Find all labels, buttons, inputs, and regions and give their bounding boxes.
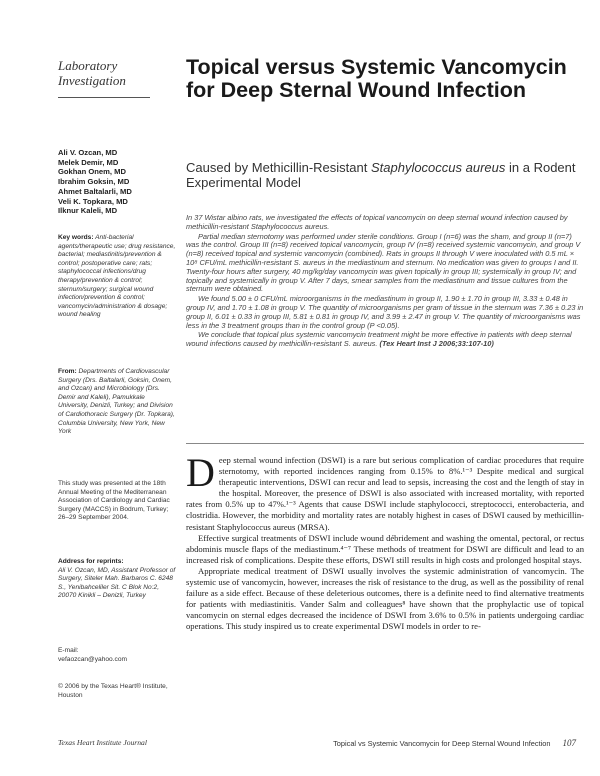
author: Melek Demir, MD — [58, 157, 119, 167]
reprints-label: Address for reprints: — [58, 558, 124, 565]
email-label: E-mail: — [58, 647, 79, 654]
reprints-address: Ali V. Ozcan, MD, Assistant Professor of Surgery, Siteler Mah. Barbaros C. 6248 S., Yenibahceliler Sit. C Blok No:2, 20070 Kinikli – Denizli, Turkey — [58, 566, 176, 600]
citation: (Tex Heart Inst J 2006;33:107-10) — [379, 339, 494, 349]
article-title: Topical versus Systemic Vancomycin for Deep Sternal Wound Infection — [186, 55, 567, 102]
page-number: 107 — [562, 738, 576, 748]
author: Ilknur Kaleli, MD — [58, 206, 118, 216]
body-paragraph-text: eep sternal wound infection (DSWI) is a rare but serious complication of cardiac procedures that require sternotomy, with reported incidences ranging from 0.15% to 8%.¹⁻³ Despite medical and surgical therapeutic interventions, DSWI can recur and lead to sepsis, increasing the cost and the length of stay in the hospital. Moreover, the presence of DSWI is also associated with increased mortality, with reported rates from 0.5% up to 47%.¹⁻³ Agents that cause DSWI include staphylococci, streptococci, enterobacteria, and clostridia. However, the morbidity and mortality rates are notably highest in cases of DSWI caused by methicillin-resistant Staphylococcus aureus (MRSA). — [186, 455, 584, 532]
abstract — [186, 214, 584, 349]
affiliation-block — [58, 368, 176, 437]
abstract-paragraph: We found 5.00 ± 0 CFU/mL microorganisms in the mediastinum in group II, 1.90 ± 1.70 in group III, 3.33 ± 0.48 in group IV, and 1.70 ± 1.08 in group V. The quantity of microorganisms per gram of tissue in the sternum was 7.36 ± 0.23 in group II, 6.01 ± 0.33 in group III, 5.81 ± 0.81 in group IV, and 3.99 ± 2.47 in group V. The quantity of microorganisms was less in the 3 treatment groups than in the control group (P <0.05). — [186, 294, 584, 330]
from-label: From: — [58, 368, 77, 375]
email-address[interactable]: vefaozcan@yahoo.com — [58, 655, 128, 663]
subtitle-prefix: Caused by Methicillin-Resistant — [186, 160, 371, 175]
subtitle-suffix: in a Rodent Experimental Model — [186, 160, 576, 191]
email-block — [58, 647, 176, 664]
drop-cap: D — [186, 450, 215, 495]
abstract-divider — [186, 443, 584, 444]
subtitle-species: Staphylococcus aureus — [370, 160, 506, 175]
author: Gokhan Onem, MD — [58, 167, 126, 177]
reprints-block — [58, 558, 176, 601]
article-body — [186, 450, 584, 633]
presentation-note: This study was presented at the 18th Annual Meeting of the Mediterranean Association of Cardiology and Cardiac Surgery (MACCS) in Bodrum, Turkey; 26–29 September 2004. — [58, 480, 170, 522]
section-label — [58, 58, 168, 88]
affiliation-text: Departments of Cardiovascular Surgery (Drs. Baltalarli, Goksin, Onem, and Ozcan) and Microbiology (Drs. Demir and Kaleli), Pamukkale University, Denizli, Turkey; and Division of Cardiothoracic Surgery (Dr. Topkara), Columbia University, New York, New York — [58, 368, 175, 436]
running-footer — [260, 738, 576, 748]
author-list — [58, 148, 173, 216]
abstract-conclusion — [186, 331, 584, 349]
body-paragraph — [186, 450, 584, 533]
author: Ibrahim Goksin, MD — [58, 177, 130, 187]
abstract-conclusion-text: We conclude that topical plus systemic vancomycin treatment might be more effective in patients with deep sternal wound infections caused by methicillin-resistant S. aureus. — [186, 330, 572, 349]
running-title: Topical vs Systemic Vancomycin for Deep Sternal Wound Infection — [333, 739, 551, 748]
author: Ali V. Ozcan, MD — [58, 148, 118, 157]
body-paragraph: Appropriate medical treatment of DSWI usually involves the systemic administration of vancomycin. The systemic use of vancomycin, however, increases the risk of resistance to the drug, as well as the possibility of renal failure as a side effect. Because of these deleterious outcomes, there is a definite need to find alternative treatments for patients with mediastinitis. Vander Salm and colleagues⁸ have shown that the prophylactic use of topical vancomycin on sternal edges decreased the incidence of DSWI from 3.6% to 0.5% in patients undergoing cardiac operations. This study inspired us to create experimental DSWI models in order to re- — [186, 565, 584, 632]
keywords-block — [58, 234, 176, 320]
journal-name: Texas Heart Institute Journal — [58, 738, 147, 747]
body-paragraph: Effective surgical treatments of DSWI include wound débridement and washing the omental, pectoral, or rectus abdominis muscle flaps of the mediastinum.⁴⁻⁷ These methods of treatment for DSWI are difficult and lead to an increased risk of complications. Despite these efforts, DSWI still results in high costs and prolonged hospital stays. — [186, 532, 584, 565]
section-label-line1: Laboratory — [58, 58, 118, 73]
author: Veli K. Topkara, MD — [58, 196, 128, 206]
section-label-line2: Investigation — [58, 73, 126, 88]
section-divider — [58, 97, 150, 98]
abstract-paragraph: Partial median sternotomy was performed under sterile conditions. Group I (n=6) was the sham, and group II (n=7) was the control. Group III (n=8) received topical vancomycin, group IV (n=8) received systemic vancomycin, and group V (n=8) received topical and systemic vancomycin (combined). Rats in groups II through V were inoculated with 0.5 mL × 10⁸ CFU/mL methicillin-resistant S. aureus in the mediastinum and sternum. No medication was given to groups I and II. Twenty-four hours after surgery, 40 mg/kg/day vancomycin was given topically in group III; systemically in group IV; and topically and systemically in group V. After 7 days, smear samples from the mediastinum and tissue cultures from the sternum were obtained. — [186, 231, 581, 294]
copyright-note: © 2006 by the Texas Heart® Institute, Houston — [58, 683, 168, 699]
abstract-paragraph: In 37 Wistar albino rats, we investigated the effects of topical vancomycin on deep sternal wound infection caused by methicillin-resistant Staphylococcus aureus. — [186, 213, 568, 231]
keywords-label: Key words: — [58, 234, 94, 241]
article-subtitle — [186, 160, 586, 191]
author: Ahmet Baltalarli, MD — [58, 186, 132, 196]
keywords-text: Anti-bacterial agents/therapeutic use; drug resistance, bacterial; mediastinitis/prevention & control; postoperative care; rats; staphylococcal infections/drug therapy/prevention & control; sternum/surgery; surgical wound infection/prevention & control; vancomycin/administration & dosage; wound healing — [58, 234, 176, 319]
